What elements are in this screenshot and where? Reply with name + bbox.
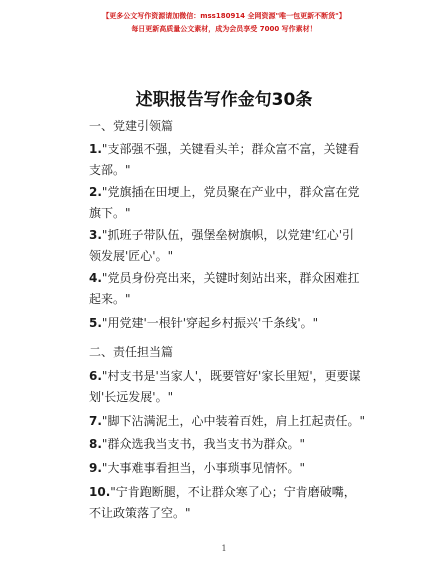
item-number: 1. (89, 142, 102, 156)
promo-banner-line-1: 【更多公文写作资源请加微信：mss180914 全网资源"唯一包更新不断货"】 (102, 12, 346, 20)
list-item (89, 434, 365, 455)
list-item (89, 182, 365, 224)
item-text: "党旗插在田埂上，党员聚在产业中，群众富在党旗下。" (89, 185, 360, 220)
item-text: "村支书是'当家人'，既要管好'家长里短'，更要谋划'长远发展'。" (89, 369, 361, 404)
item-text: "大事难事看担当，小事琐事见情怀。" (101, 461, 305, 475)
page-number: 1 (221, 544, 227, 553)
item-number: 3. (89, 228, 102, 242)
list-item (89, 482, 365, 524)
item-text: "群众选我当支书，我当支书为群众。" (101, 437, 305, 451)
list-item (89, 139, 365, 181)
list-item (89, 411, 365, 432)
list-item (89, 458, 365, 479)
item-text: "抓班子带队伍，强堡垒树旗帜，以党建'红心'引领发展'匠心'。" (89, 228, 355, 263)
item-number: 7. (89, 414, 102, 428)
item-number: 10. (89, 485, 111, 499)
item-number: 5. (89, 316, 102, 330)
item-number: 4. (89, 271, 102, 285)
item-text: "脚下沾满泥土，心中装着百姓，肩上扛起责任。" (101, 414, 365, 428)
item-text: "宁肯跑断腿，不让群众寒了心；宁肯磨破嘴，不让政策落了空。" (89, 485, 356, 520)
item-number: 2. (89, 185, 102, 199)
section-heading: 一、党建引领篇 (89, 119, 174, 133)
item-number: 8. (89, 437, 102, 451)
item-text: "党员身份亮出来，关键时刻站出来，群众困难扛起来。" (89, 271, 360, 306)
list-item (89, 313, 365, 334)
document-title: 述职报告写作金句30条 (135, 90, 313, 110)
item-number: 9. (89, 461, 102, 475)
item-text: "用党建'一根针'穿起乡村振兴'千条线'。" (101, 316, 319, 330)
list-item (89, 225, 365, 267)
list-item (89, 268, 365, 310)
list-item (89, 366, 365, 408)
section-heading: 二、责任担当篇 (89, 345, 174, 359)
promo-banner-line-2: 每日更新高质量公文素材，成为会员享受 7000 写作素材！ (131, 25, 317, 33)
item-number: 6. (89, 369, 102, 383)
item-text: "支部强不强，关键看头羊；群众富不富，关键看支部。" (89, 142, 360, 177)
